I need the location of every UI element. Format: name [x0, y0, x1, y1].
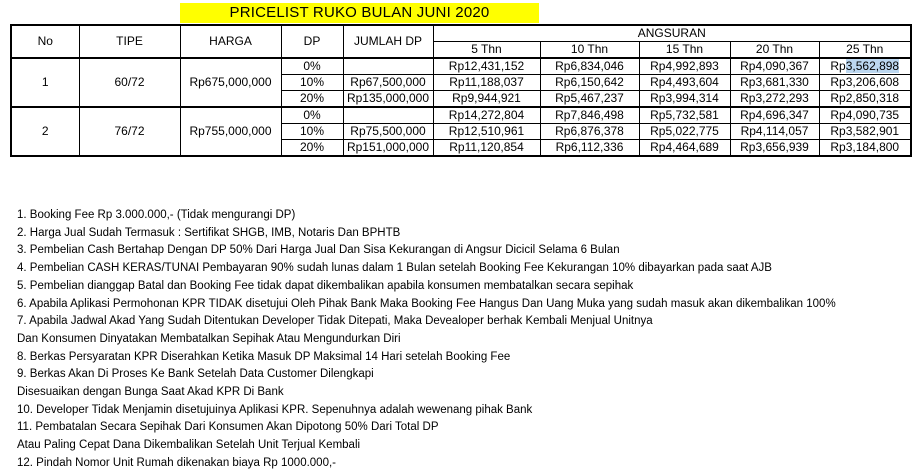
unit-no: 2 — [11, 107, 79, 156]
note-line: 9. Berkas Akan Di Proses Ke Bank Setelah Data Customer Dilengkapi — [17, 368, 374, 381]
angsuran-cell: Rp6,876,378 — [540, 124, 639, 140]
col-header-dp: DP — [281, 25, 343, 58]
angsuran-cell: Rp12,431,152 — [433, 58, 540, 75]
col-header-no: No — [11, 25, 79, 58]
angsuran-cell: Rp12,510,961 — [433, 124, 540, 140]
angsuran-cell: Rp3,656,939 — [730, 140, 819, 157]
dp-cell: 0% — [281, 58, 343, 75]
note-line: 6. Apabila Aplikasi Permohonan KPR TIDAK disetujui Oleh Pihak Bank Maka Booking Fee Hangus Dan Uang Muka yang sudah masuk akan dikembalikan 100% — [17, 297, 836, 310]
angsuran-cell: Rp3,681,330 — [730, 75, 819, 91]
header-row-1 — [11, 25, 911, 42]
col-header-angsuran: ANGSURAN — [433, 25, 911, 42]
angsuran-cell: Rp11,188,037 — [433, 75, 540, 91]
col-header-tenor: 20 Thn — [730, 42, 819, 59]
angsuran-cell: Rp6,112,336 — [540, 140, 639, 157]
note-line: Atau Paling Cepat Dana Dikembalikan Setelah Unit Terjual Kembali — [17, 439, 361, 452]
jumlah-dp-cell — [343, 58, 433, 75]
dp-cell: 10% — [281, 75, 343, 91]
angsuran-cell: Rp4,992,893 — [639, 58, 730, 75]
col-header-tenor: 25 Thn — [819, 42, 911, 59]
angsuran-cell: Rp14,272,804 — [433, 107, 540, 124]
unit-tipe: 76/72 — [79, 107, 180, 156]
col-header-jumlah-dp: JUMLAH DP — [343, 25, 433, 58]
note-line: Disesuaikan dengan Bunga Saat Akad KPR Di Bank — [17, 386, 284, 399]
angsuran-cell: Rp6,834,046 — [540, 58, 639, 75]
angsuran-cell: Rp3,184,800 — [819, 140, 911, 157]
col-header-tenor: 15 Thn — [639, 42, 730, 59]
note-line: 2. Harga Jual Sudah Termasuk : Sertifikat SHGB, IMB, Notaris Dan BPHTB — [17, 226, 401, 239]
angsuran-cell: Rp5,732,581 — [639, 107, 730, 124]
price-table — [10, 24, 912, 157]
selected-angsuran-cell[interactable] — [819, 58, 911, 75]
angsuran-cell: Rp5,467,237 — [540, 91, 639, 108]
angsuran-cell: Rp6,150,642 — [540, 75, 639, 91]
angsuran-cell: Rp3,272,293 — [730, 91, 819, 108]
angsuran-cell: Rp3,582,901 — [819, 124, 911, 140]
dp-cell: 0% — [281, 107, 343, 124]
angsuran-cell: Rp2,850,318 — [819, 91, 911, 108]
col-header-tenor: 10 Thn — [540, 42, 639, 59]
note-line: 10. Developer Tidak Menjamin disetujuinya Aplikasi KPR. Sepenuhnya adalah wewenang pihak Bank — [17, 403, 533, 416]
note-line: 5. Pembelian dianggap Batal dan Booking Fee tidak dapat dikembalikan apabila konsumen membatalkan secara sepihak — [17, 279, 634, 292]
angsuran-cell: Rp4,493,604 — [639, 75, 730, 91]
terms-list — [17, 207, 836, 473]
col-header-tenor: 5 Thn — [433, 42, 540, 59]
angsuran-cell: Rp4,090,367 — [730, 58, 819, 75]
note-line: Dan Konsumen Dinyatakan Membatalkan Sepihak Atau Mengundurkan Diri — [17, 332, 401, 345]
angsuran-cell: Rp11,120,854 — [433, 140, 540, 157]
sheet-title: PRICELIST RUKO BULAN JUNI 2020 — [180, 3, 539, 23]
note-line: 4. Pembelian CASH KERAS/TUNAI Pembayaran 90% sudah lunas dalam 1 Bulan setelah Booking Fee Kekurangan 10% dibayarkan pada saat AJB — [17, 262, 772, 275]
col-header-tipe: TIPE — [79, 25, 180, 58]
note-line: 11. Pembatalan Secara Sepihak Dari Konsumen Akan Dipotong 50% Dari Total DP — [17, 421, 439, 434]
note-line: 12. Pindah Nomor Unit Rumah dikenakan biaya Rp 1000.000,- — [17, 456, 336, 469]
jumlah-dp-cell: Rp135,000,000 — [343, 91, 433, 108]
jumlah-dp-cell: Rp75,500,000 — [343, 124, 433, 140]
unit-tipe: 60/72 — [79, 58, 180, 107]
angsuran-cell: Rp4,696,347 — [730, 107, 819, 124]
angsuran-cell: Rp7,846,498 — [540, 107, 639, 124]
angsuran-cell: Rp9,944,921 — [433, 91, 540, 108]
angsuran-cell: Rp5,022,775 — [639, 124, 730, 140]
angsuran-cell: Rp4,114,057 — [730, 124, 819, 140]
dp-cell: 20% — [281, 91, 343, 108]
table-row — [11, 107, 911, 124]
unit-no: 1 — [11, 58, 79, 107]
angsuran-cell: Rp4,464,689 — [639, 140, 730, 157]
note-line: 3. Pembelian Cash Bertahap Dengan DP 50% Dari Harga Jual Dan Sisa Kekurangan di Angsur Dicicil Selama 6 Bulan — [17, 244, 620, 257]
unit-harga: Rp755,000,000 — [180, 107, 281, 156]
note-line: 7. Apabila Jadwal Akad Yang Sudah Ditentukan Developer Tidak Ditepati, Maka Devealoper berhak Kembali Menjual Unitnya — [17, 315, 653, 328]
jumlah-dp-cell: Rp151,000,000 — [343, 140, 433, 157]
angsuran-cell: Rp4,090,735 — [819, 107, 911, 124]
angsuran-cell: Rp3,994,314 — [639, 91, 730, 108]
note-line: 1. Booking Fee Rp 3.000.000,- (Tidak mengurangi DP) — [17, 209, 296, 221]
angsuran-cell: Rp3,206,608 — [819, 75, 911, 91]
col-header-harga: HARGA — [180, 25, 281, 58]
dp-cell: 20% — [281, 140, 343, 157]
jumlah-dp-cell — [343, 107, 433, 124]
dp-cell: 10% — [281, 124, 343, 140]
jumlah-dp-cell: Rp67,500,000 — [343, 75, 433, 91]
unit-harga: Rp675,000,000 — [180, 58, 281, 107]
note-line: 8. Berkas Persyaratan KPR Diserahkan Ketika Masuk DP Maksimal 14 Hari setelah Booking Fee — [17, 350, 511, 363]
selected-text-highlight: 3,562,898 — [845, 59, 900, 73]
table-row — [11, 58, 911, 75]
selection-prefix: Rp — [830, 59, 846, 73]
